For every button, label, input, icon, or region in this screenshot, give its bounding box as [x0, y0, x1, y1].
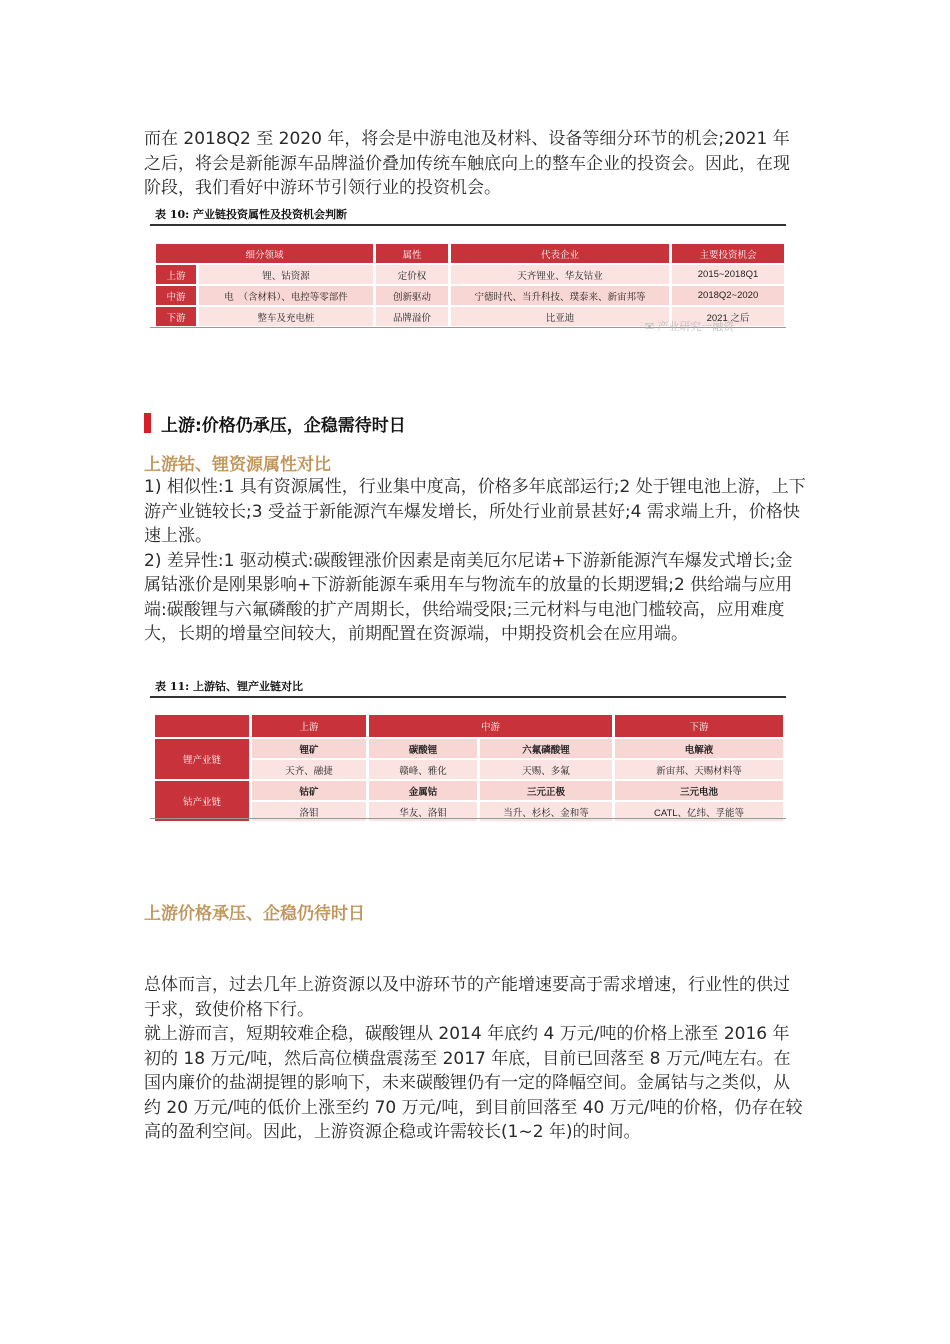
table11-header-upstream: 上游	[252, 715, 366, 737]
table-row	[155, 781, 783, 800]
watermark-text: 产业研究一融资	[657, 320, 735, 333]
company-cell: 天赐、多氟	[480, 760, 612, 779]
company-cell: 华友、洛钼	[369, 802, 477, 821]
window-cell: 2018Q2~2020	[672, 286, 784, 305]
table10-caption-rule	[150, 224, 786, 226]
lithium-chain-label: 锂产业链	[155, 739, 249, 779]
cobalt-chain-label: 钴产业链	[155, 781, 249, 821]
intro-text: 而在 2018Q2 至 2020 年，将会是中游电池及材料、设备等细分环节的机会;2021 年之后，将会是新能源车品牌溢价叠加传统车触底向上的整车企业的投资会。因此，在现阶段，我们看好中游环节引领行业的投资机会。	[144, 129, 790, 198]
table10	[153, 242, 787, 328]
segment-label: 中游	[156, 286, 196, 305]
table11-header-downstream: 下游	[615, 715, 783, 737]
overview-paragraph: 总体而言，过去几年上游资源以及中游环节的产能增速要高于需求增速，行业性的供过于求，致使价格下行。	[144, 975, 790, 1020]
intro-paragraph	[144, 127, 806, 201]
attr-cell: 创新驱动	[376, 286, 448, 305]
table10-header-attr: 属性	[376, 244, 448, 263]
subsection-title-2: 上游价格承压、企稳仍待时日	[144, 904, 365, 924]
product-cell: 电解液	[615, 739, 783, 758]
section-title: 上游:价格仍承压，企稳需待时日	[161, 415, 406, 436]
table10-caption: 表 10: 产业链投资属性及投资机会判断	[155, 208, 348, 221]
wechat-icon: ✉	[645, 319, 655, 333]
product-cell: 碳酸锂	[369, 739, 477, 758]
table11-header-midstream: 中游	[369, 715, 612, 737]
section-marker-bar	[144, 413, 151, 433]
product-cell: 锂矿	[252, 739, 366, 758]
companies-cell: 比亚迪	[451, 307, 669, 326]
subsection-2-body	[144, 973, 806, 1145]
product-cell: 金属钴	[369, 781, 477, 800]
table10-header-window: 主要投资机会	[672, 244, 784, 263]
table-row	[156, 286, 784, 305]
table11	[152, 713, 786, 823]
table-row	[156, 265, 784, 284]
table-row	[155, 760, 783, 779]
similarity-paragraph: 1) 相似性:1 具有资源属性，行业集中度高，价格多年底部运行;2 处于锂电池上游，上下游产业链较长;3 受益于新能源汽车爆发增长，所处行业前景甚好;4 需求端上升，价格快速上涨。	[144, 477, 806, 546]
field-cell: 整车及充电桩	[199, 307, 373, 326]
product-cell: 钴矿	[252, 781, 366, 800]
table10-header-companies: 代表企业	[451, 244, 669, 263]
company-cell: 洛钼	[252, 802, 366, 821]
watermark	[645, 318, 734, 334]
attr-cell: 定价权	[376, 265, 448, 284]
table10-header-field: 细分领域	[156, 244, 373, 263]
companies-cell: 宁德时代、当升科技、璞泰来、新宙邦等	[451, 286, 669, 305]
attr-cell: 品牌溢价	[376, 307, 448, 326]
price-paragraph: 就上游而言，短期较难企稳，碳酸锂从 2014 年底约 4 万元/吨的价格上涨至 2016 年初的 18 万元/吨，然后高位横盘震荡至 2017 年底，目前已回落至 8 万元/吨左右。在国内廉价的盐湖提锂的影响下，未来碳酸锂仍有一定的降幅空间。金属钴与之类似，从约 20 万元/吨的低价上涨至约 70 万元/吨，到目前回落至 40 万元/吨的价格，仍存在较高的盈利空间。因此，上游资源企稳或许需较长(1~2 年)的时间。	[144, 1024, 803, 1142]
segment-label: 上游	[156, 265, 196, 284]
section-heading	[144, 411, 406, 435]
subsection-1-body	[144, 475, 806, 647]
companies-cell: 天齐锂业、华友钴业	[451, 265, 669, 284]
difference-paragraph: 2) 差异性:1 驱动模式:碳酸锂涨价因素是南美厄尔尼诺+下游新能源汽车爆发式增长;金属钴涨价是刚果影响+下游新能源车乘用车与物流车的放量的长期逻辑;2 供给端与应用端:碳酸锂与六氟磷酸的扩产周期长，供给端受限;三元材料与电池门槛较高，应用难度大，长期的增量空间较大，前期配置在资源端，中期投资机会在应用端。	[144, 550, 793, 644]
table11-bottom-rule	[150, 818, 786, 819]
company-cell: 新宙邦、天赐材料等	[615, 760, 783, 779]
company-cell: CATL、亿纬、孚能等	[615, 802, 783, 821]
product-cell: 三元电池	[615, 781, 783, 800]
company-cell: 天齐、融捷	[252, 760, 366, 779]
company-cell: 当升、杉杉、金和等	[480, 802, 612, 821]
field-cell: 锂、钴资源	[199, 265, 373, 284]
table11-caption-rule	[150, 696, 786, 698]
table11-corner	[155, 715, 249, 737]
company-cell: 赣峰、雅化	[369, 760, 477, 779]
product-cell: 三元正极	[480, 781, 612, 800]
field-cell: 电 （含材料）、电控等零部件	[199, 286, 373, 305]
product-cell: 六氟磷酸锂	[480, 739, 612, 758]
table-row	[155, 739, 783, 758]
window-cell: 2021 之后	[672, 307, 784, 326]
window-cell: 2015~2018Q1	[672, 265, 784, 284]
subsection-title-1: 上游钴、锂资源属性对比	[144, 455, 331, 475]
table11-caption: 表 11: 上游钴、锂产业链对比	[155, 680, 304, 693]
segment-label: 下游	[156, 307, 196, 326]
